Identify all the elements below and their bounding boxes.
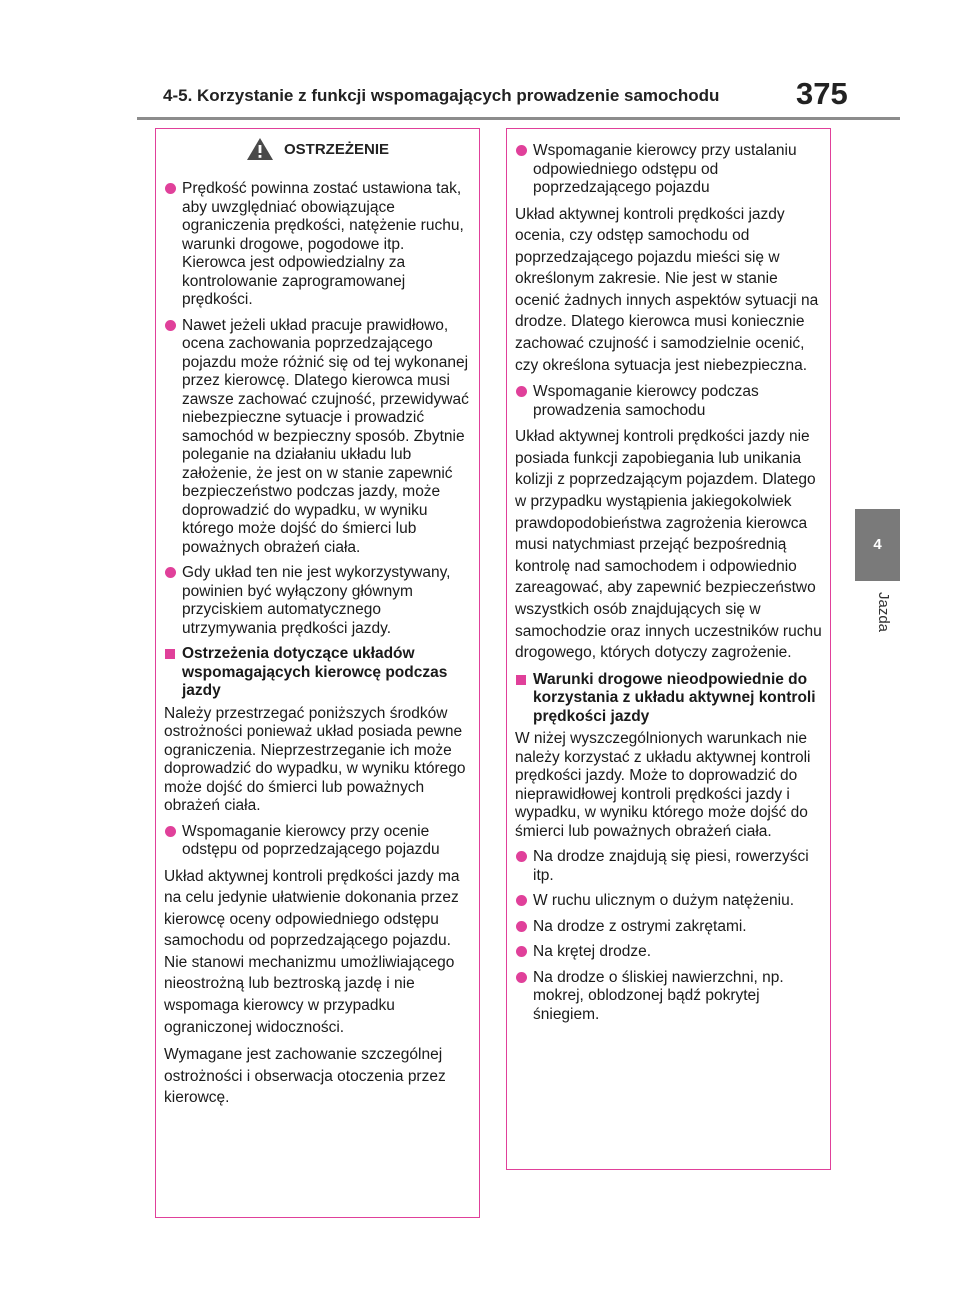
list-item: Wspomaganie kierowcy podczas prowadzenia samochodu	[515, 383, 822, 420]
list-item: Na drodze z ostrymi zakrętami.	[515, 918, 822, 937]
bullet-dot-icon	[516, 386, 527, 397]
paragraph: W niżej wyszczególnionych warunkach nie należy korzystać z układu aktywnej kontroli prędkości jazdy. Może to doprowadzić do nieprawidłowej kontroli prędkości jazdy i wypadku, w wyniku którego może dojść do śmierci lub poważnych obrażeń ciała.	[515, 730, 811, 840]
section-heading: Ostrzeżenia dotyczące układów wspomagających kierowcę podczas jazdy	[164, 645, 471, 701]
bullet-dot-icon	[165, 567, 176, 578]
square-bullet-icon	[165, 649, 175, 659]
bullet-dot-icon	[165, 826, 176, 837]
list-item: Prędkość powinna zostać ustawiona tak, aby uwzględniać obowiązujące ograniczenia prędkości, natężenie ruchu, warunki drogowe, pogodowe itp. Kierowca jest odpowiedzialny za kontrolowanie zaprogramowanej prędkości.	[164, 180, 471, 310]
paragraph: Wymagane jest zachowanie szczególnej ostrożności i obserwacja otoczenia przez kierowcę.	[164, 1046, 446, 1107]
warning-title: OSTRZEŻENIE	[283, 140, 389, 158]
list-item: Na drodze znajdują się piesi, rowerzyści itp.	[515, 848, 822, 885]
page-header-title: 4-5. Korzystanie z funkcji wspomagających prowadzenie samochodu	[163, 86, 720, 105]
warning-triangle-icon	[246, 137, 274, 161]
bullet-dot-icon	[516, 946, 527, 957]
bullet-dot-icon	[165, 183, 176, 194]
section-heading: Warunki drogowe nieodpowiednie do korzystania z układu aktywnej kontroli prędkości jazdy	[515, 671, 822, 727]
chapter-label: Jazda	[875, 592, 892, 633]
paragraph: Układ aktywnej kontroli prędkości jazdy ma na celu jedynie ułatwienie dokonania przez kierowcę oceny odpowiedniego odstępu samochodu od poprzedzającego pojazdu. Nie stanowi mechanizmu umożliwiającego nieostrożną lub beztroską jazdę i nie wspomaga kierowcy w przypadku ograniczonej widoczności.	[164, 867, 460, 1036]
list-item: Gdy układ ten nie jest wykorzystywany, powinien być wyłączony głównym przyciskiem automatycznego utrzymywania prędkości jazdy.	[164, 564, 471, 638]
paragraph: Układ aktywnej kontroli prędkości jazdy nie posiada funkcji zapobiegania lub unikania kolizji z poprzedzającym pojazdem. Dlatego w przypadku wystąpienia jakiegokolwiek prawdopodobieństwa zagrożenia kierowca musi natychmiast przejąć bezpośrednią kontrolę nad samochodem i odpowiednio zareagować, aby zapewnić bezpieczeństwo wszystkich osób znajdujących się w samochodzie oraz innych uczestników ruchu drogowego, których dotyczy zagrożenie.	[515, 428, 822, 662]
paragraph: Układ aktywnej kontroli prędkości jazdy ocenia, czy odstęp samochodu od poprzedzającego pojazdu mieści się w określonym zakresie. Nie jest w stanie ocenić żadnych innych aspektów sytuacji na drodze. Dlatego kierowca musi koniecznie zachować czujność i samodzielnie ocenić, czy określona sytuacja jest niebezpieczna.	[515, 205, 819, 374]
list-item: Wspomaganie kierowcy przy ocenie odstępu od poprzedzającego pojazdu	[164, 823, 471, 860]
list-item: Nawet jeżeli układ pracuje prawidłowo, ocena zachowania poprzedzającego pojazdu może różnić się od tej wykonanej przez kierowcę. Dlatego kierowca musi zawsze zachować czujność, przewidywać niebezpieczne sytuacje i prowadzić samochód w bezpieczny sposób. Zbytnie poleganie na działaniu układu lub założenie, że jest on w stanie zapewnić bezpieczeństwo podczas jazdy, może doprowadzić do wypadku, w wyniku którego może dojść do śmierci lub poważnych obrażeń ciała.	[164, 317, 471, 558]
warning-header	[156, 129, 479, 169]
warning-box-right	[506, 128, 831, 1170]
list-item: Na krętej drodze.	[515, 943, 822, 962]
bullet-dot-icon	[165, 320, 176, 331]
bullet-dot-icon	[516, 145, 527, 156]
page-number: 375	[796, 76, 848, 111]
list-item: Na drodze o śliskiej nawierzchni, np. mokrej, oblodzonej bądź pokrytej śniegiem.	[515, 969, 822, 1025]
chapter-tab: 4	[855, 509, 900, 581]
bullet-dot-icon	[516, 972, 527, 983]
bullet-dot-icon	[516, 895, 527, 906]
square-bullet-icon	[516, 675, 526, 685]
list-item: Wspomaganie kierowcy przy ustalaniu odpowiedniego odstępu od poprzedzającego pojazdu	[515, 142, 822, 198]
list-item: W ruchu ulicznym o dużym natężeniu.	[515, 892, 822, 911]
bullet-dot-icon	[516, 921, 527, 932]
bullet-dot-icon	[516, 851, 527, 862]
paragraph: Należy przestrzegać poniższych środków ostrożności ponieważ układ posiada pewne ograniczenia. Nieprzestrzeganie ich może doprowadzić do wypadku, w wyniku którego może dojść do śmierci lub poważnych obrażeń ciała.	[164, 704, 466, 814]
header-rule	[137, 117, 900, 120]
warning-box-left	[155, 128, 480, 1218]
